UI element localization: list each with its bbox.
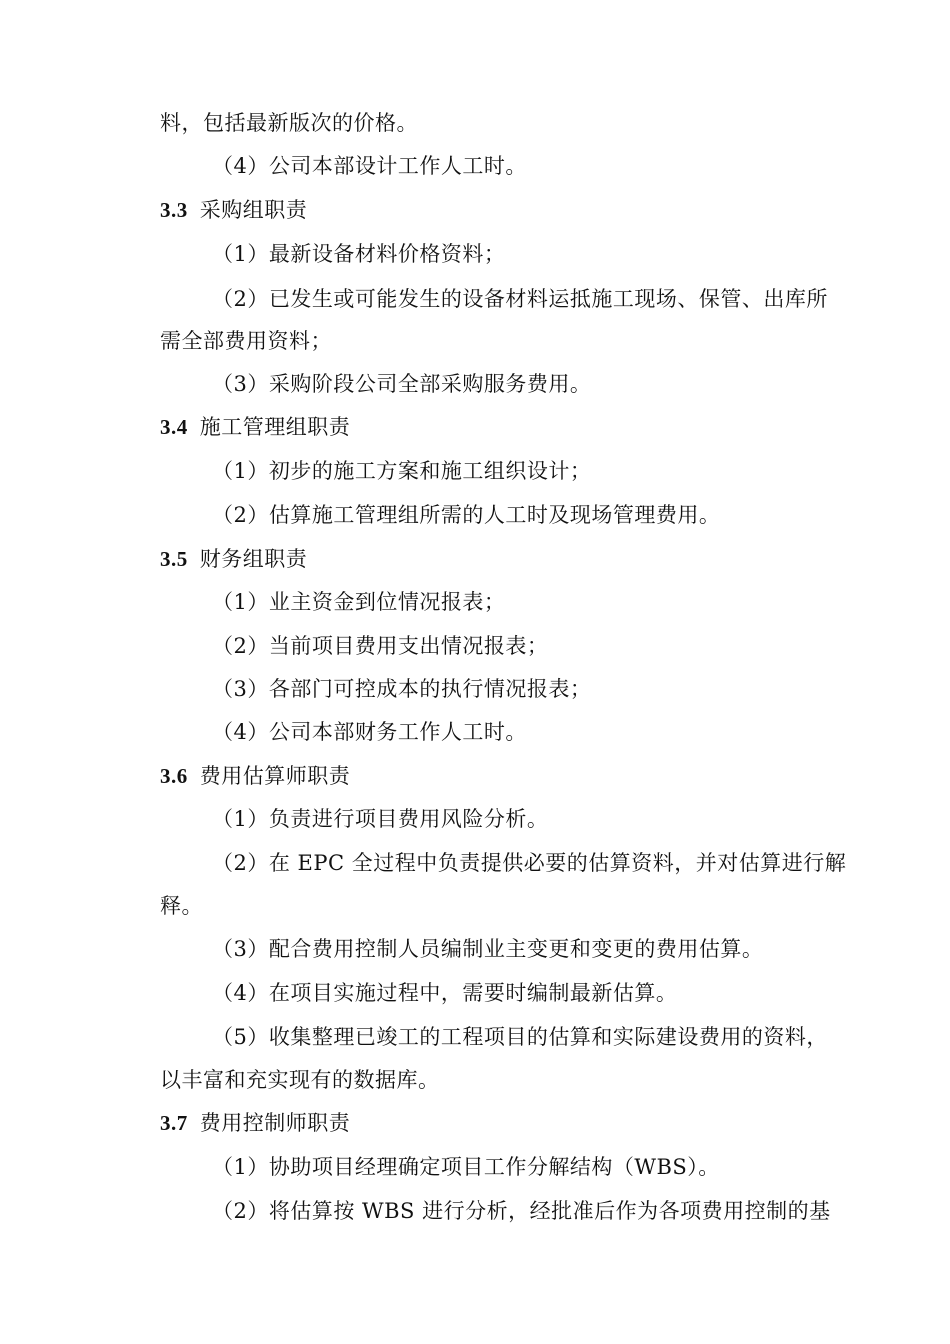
list-item: （1）业主资金到位情况报表；	[212, 590, 506, 614]
text-line: 以丰富和充实现有的数据库。	[160, 1068, 440, 1092]
section-title: 采购组职责	[199, 198, 308, 222]
section-number: 3.5	[160, 547, 188, 571]
section-heading	[160, 1108, 350, 1138]
section-number: 3.3	[160, 198, 188, 222]
section-number: 3.6	[160, 764, 188, 788]
list-item: （5）收集整理已竣工的工程项目的估算和实际建设费用的资料，	[212, 1025, 828, 1049]
text-line: 释。	[160, 894, 203, 918]
section-heading	[160, 412, 350, 442]
section-number: 3.7	[160, 1111, 188, 1135]
section-title: 财务组职责	[199, 547, 308, 571]
section-title: 施工管理组职责	[199, 415, 351, 439]
list-item: （4）公司本部设计工作人工时。	[212, 154, 527, 178]
list-item: （3）配合费用控制人员编制业主变更和变更的费用估算。	[212, 937, 764, 961]
section-title: 费用估算师职责	[199, 764, 351, 788]
section-heading	[160, 544, 307, 574]
list-item: （2）已发生或可能发生的设备材料运抵施工现场、保管、出库所	[212, 287, 828, 311]
list-item: （2）当前项目费用支出情况报表；	[212, 634, 549, 658]
section-title: 费用控制师职责	[199, 1111, 351, 1135]
section-number: 3.4	[160, 415, 188, 439]
list-item: （3）采购阶段公司全部采购服务费用。	[212, 372, 592, 396]
list-item: （3）各部门可控成本的执行情况报表；	[212, 677, 592, 701]
list-item: （1）最新设备材料价格资料；	[212, 242, 506, 266]
text-line: 料，包括最新版次的价格。	[160, 111, 418, 135]
list-item: （1）协助项目经理确定项目工作分解结构（WBS）。	[212, 1155, 720, 1179]
list-item: （1）初步的施工方案和施工组织设计；	[212, 459, 592, 483]
list-item: （2）估算施工管理组所需的人工时及现场管理费用。	[212, 503, 721, 527]
section-heading	[160, 195, 307, 225]
list-item: （4）公司本部财务工作人工时。	[212, 720, 527, 744]
section-heading	[160, 761, 350, 791]
list-item: （2）将估算按 WBS 进行分析，经批准后作为各项费用控制的基	[212, 1199, 831, 1223]
list-item: （4）在项目实施过程中，需要时编制最新估算。	[212, 981, 678, 1005]
list-item: （1）负责进行项目费用风险分析。	[212, 807, 549, 831]
text-line: 需全部费用资料；	[160, 329, 332, 353]
list-item: （2）在 EPC 全过程中负责提供必要的估算资料，并对估算进行解	[212, 851, 847, 875]
